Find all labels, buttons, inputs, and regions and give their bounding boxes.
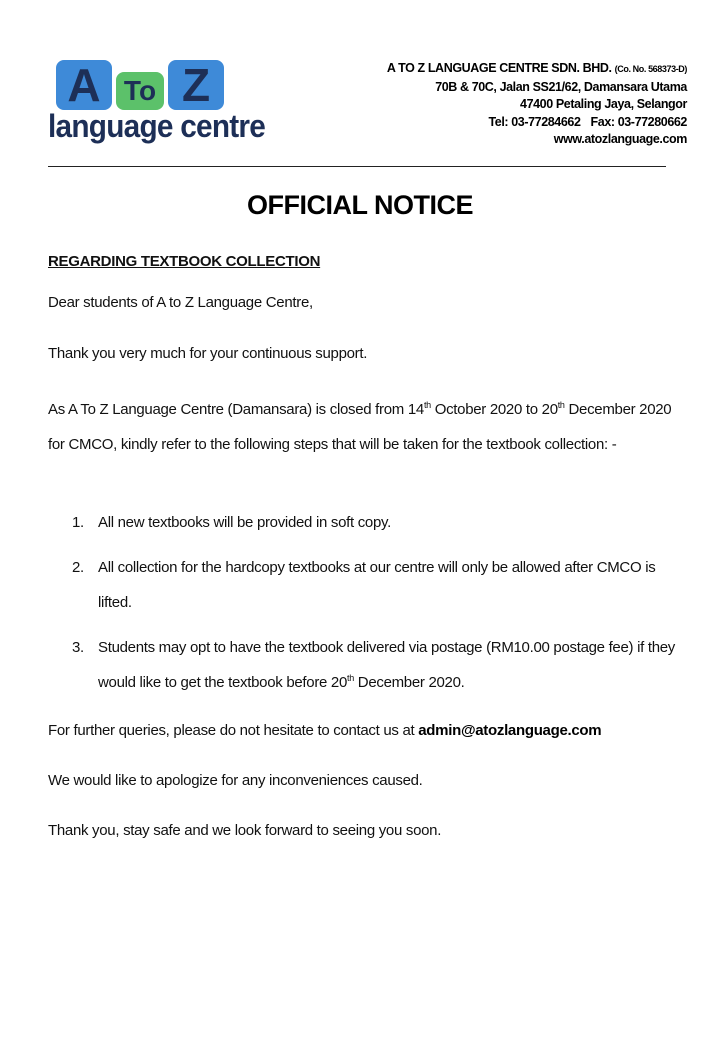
step-number: 1.: [72, 514, 84, 531]
logo-tile-z: Z: [168, 60, 224, 110]
step-text: All new textbooks will be provided in soft copy.: [98, 514, 391, 531]
company-address-1: 70B & 70C, Jalan SS21/62, Damansara Utama: [435, 79, 687, 94]
intro-sup-1: th: [423, 400, 431, 410]
header-divider: [48, 166, 666, 167]
notice-queries: [48, 713, 678, 748]
intro-sup-2: th: [557, 400, 565, 410]
step-number: 2.: [72, 559, 84, 576]
company-reg-no: (Co. No. 568373-D): [614, 64, 687, 74]
company-details: [387, 60, 687, 149]
company-address-2: 47400 Petaling Jaya, Selangor: [520, 97, 687, 111]
company-name: A TO Z LANGUAGE CENTRE SDN. BHD.: [386, 61, 612, 75]
notice-title: OFFICIAL NOTICE: [247, 190, 473, 220]
notice-greeting: Dear students of A to Z Language Centre,: [48, 294, 313, 311]
contact-email: admin@atozlanguage.com: [418, 722, 602, 739]
company-logo: [48, 60, 268, 146]
notice-thanks: Thank you very much for your continuous support.: [48, 345, 368, 362]
company-tel: Tel: 03-77284662: [488, 114, 581, 129]
notice-intro: [48, 392, 673, 462]
step-text-after: December 2020.: [353, 674, 465, 691]
notice-closing: Thank you, stay safe and we look forward to seeing you soon.: [48, 822, 442, 839]
company-fax: Fax: 03-77280662: [590, 114, 687, 129]
logo-subtitle: language centre: [48, 108, 266, 144]
step-number: 3.: [72, 639, 84, 656]
queries-text: For further queries, please do not hesitate to contact us at: [48, 722, 419, 739]
intro-part-1: As A To Z Language Centre (Damansara) is closed from 14: [48, 401, 424, 418]
logo-tile-a: A: [56, 60, 112, 110]
collection-steps: [48, 505, 678, 710]
intro-part-2: October 2020 to 20: [430, 401, 558, 418]
step-text-sup: th: [347, 673, 354, 683]
step-item: [48, 550, 678, 620]
notice-apology: We would like to apologize for any inconveniences caused.: [48, 772, 423, 789]
step-item: [48, 630, 678, 700]
step-item: [48, 505, 678, 540]
company-phone-line: [387, 114, 687, 132]
company-name-line: [387, 60, 687, 79]
intro-part-3: December 2020 for CMCO, kindly refer to the following steps that will be taken for the textbook collection: -: [48, 401, 672, 453]
step-text: All collection for the hardcopy textbooks at our centre will only be allowed after CMCO is lifted.: [98, 559, 656, 611]
logo-tile-to: To: [116, 72, 164, 110]
company-website: www.atozlanguage.com: [553, 132, 687, 146]
step-text: [98, 639, 675, 691]
step-text-before: Students may opt to have the textbook delivered via postage (RM10.00 postage fee) if they would like to get the textbook before 20: [98, 639, 675, 691]
notice-subject: REGARDING TEXTBOOK COLLECTION: [48, 253, 321, 270]
